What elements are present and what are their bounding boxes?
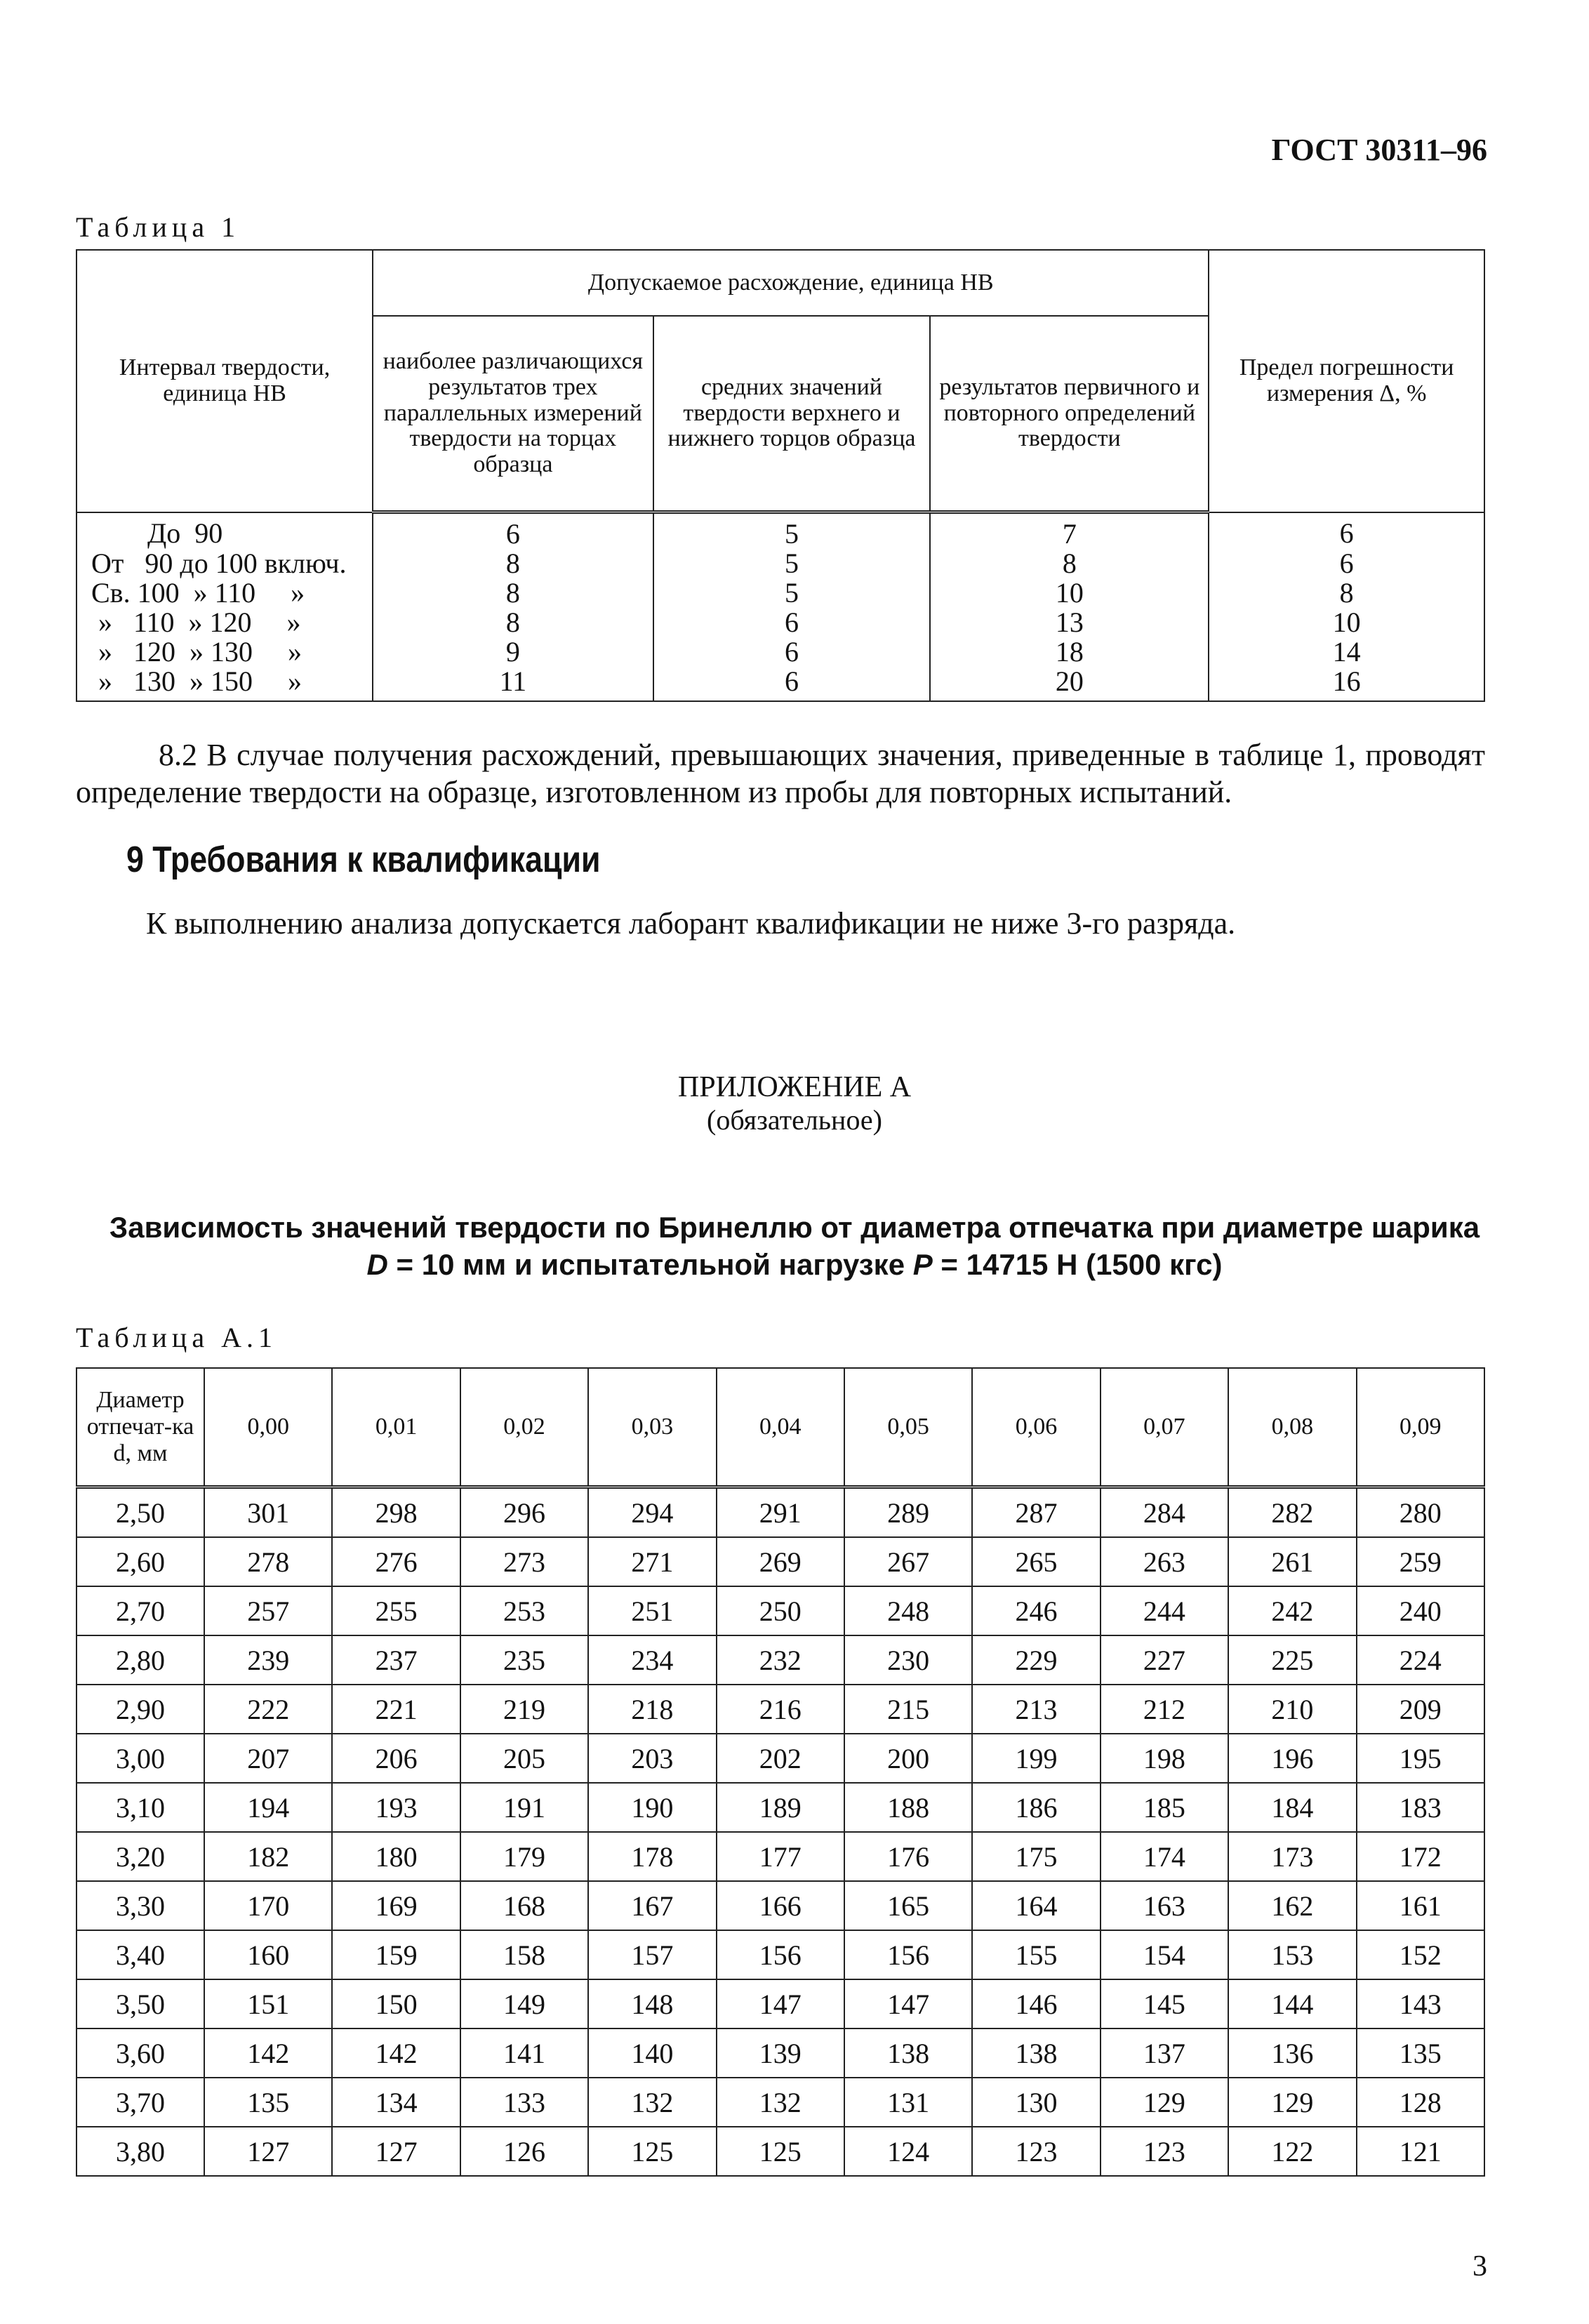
tableA1-header-col: 0,09 (1357, 1368, 1484, 1487)
tableA1-cell-value: 198 (1101, 1734, 1228, 1783)
tableA1-cell-value: 154 (1101, 1930, 1228, 1979)
table1-cell-limit: 6 (1209, 549, 1484, 578)
tableA1-cell-value: 150 (332, 1979, 460, 2028)
tableA1-cell-value: 140 (588, 2028, 716, 2078)
table1-cell-limit: 16 (1209, 667, 1484, 701)
tableA1-cell-value: 271 (588, 1537, 716, 1586)
tableA1-cell-value: 205 (460, 1734, 588, 1783)
tableA1-cell-diameter: 2,50 (77, 1487, 204, 1538)
tableA1-cell-value: 212 (1101, 1685, 1228, 1734)
tableA1-row (77, 2127, 1484, 2176)
tableA1-cell-value: 222 (204, 1685, 332, 1734)
tableA1-cell-value: 263 (1101, 1537, 1228, 1586)
tableA1-cell-value: 138 (844, 2028, 972, 2078)
table1-header-group: Допускаемое расхождение, единица НВ (373, 250, 1209, 316)
table1-cell-col-a: 6 (373, 512, 653, 550)
tableA1-cell-value: 180 (332, 1832, 460, 1881)
tableA1-header-col: 0,04 (717, 1368, 844, 1487)
tableA1-cell-value: 213 (972, 1685, 1100, 1734)
table1-row (77, 637, 1484, 667)
tableA1-cell-diameter: 2,80 (77, 1635, 204, 1685)
tableA1-cell-value: 132 (588, 2078, 716, 2127)
tableA1-cell-value: 227 (1101, 1635, 1228, 1685)
tableA1-cell-value: 172 (1357, 1832, 1484, 1881)
tableA1-cell-value: 196 (1228, 1734, 1356, 1783)
tableA1-cell-value: 253 (460, 1586, 588, 1635)
tableA1-cell-value: 155 (972, 1930, 1100, 1979)
table1-cell-limit: 8 (1209, 578, 1484, 608)
tableA1-cell-value: 129 (1101, 2078, 1228, 2127)
tableA1-row (77, 1635, 1484, 1685)
tableA1-cell-value: 145 (1101, 1979, 1228, 2028)
tableA1-cell-value: 203 (588, 1734, 716, 1783)
tableA1-cell-diameter: 2,70 (77, 1586, 204, 1635)
table1 (76, 249, 1485, 702)
tableA1-cell-value: 232 (717, 1635, 844, 1685)
table1-cell-col-a: 8 (373, 549, 653, 578)
tableA1-cell-value: 199 (972, 1734, 1100, 1783)
table1-cell-col-b: 5 (653, 578, 931, 608)
tableA1-cell-value: 176 (844, 1832, 972, 1881)
table1-cell-limit: 10 (1209, 608, 1484, 637)
tableA1-row (77, 1881, 1484, 1930)
tableA1-cell-value: 166 (717, 1881, 844, 1930)
tableA1-cell-value: 123 (972, 2127, 1100, 2176)
tableA1-header-col: 0,07 (1101, 1368, 1228, 1487)
tableA1-cell-value: 135 (1357, 2028, 1484, 2078)
tableA1-cell-value: 170 (204, 1881, 332, 1930)
table1-row (77, 512, 1484, 550)
tableA1-cell-diameter: 2,60 (77, 1537, 204, 1586)
tableA1-cell-value: 169 (332, 1881, 460, 1930)
tableA1-row (77, 1487, 1484, 1538)
tableA1-cell-value: 195 (1357, 1734, 1484, 1783)
tableA1-title-line2 (0, 1248, 1589, 1282)
table1-cell-col-b: 6 (653, 667, 931, 701)
tableA1-cell-value: 136 (1228, 2028, 1356, 2078)
tableA1-cell-value: 190 (588, 1783, 716, 1832)
tableA1-cell-value: 148 (588, 1979, 716, 2028)
tableA1-cell-value: 127 (204, 2127, 332, 2176)
tableA1-cell-diameter: 3,50 (77, 1979, 204, 2028)
tableA1-cell-value: 139 (717, 2028, 844, 2078)
table1-cell-col-c: 18 (930, 637, 1209, 667)
table1-header-interval: Интервал твердости, единица НВ (77, 250, 373, 512)
tableA1-cell-diameter: 3,80 (77, 2127, 204, 2176)
tableA1-cell-value: 165 (844, 1881, 972, 1930)
tableA1-cell-value: 156 (717, 1930, 844, 1979)
tableA1-cell-diameter: 3,60 (77, 2028, 204, 2078)
tableA1-row (77, 1537, 1484, 1586)
table1-cell-interval: » 120 » 130 » (77, 637, 373, 667)
table1-cell-col-c: 10 (930, 578, 1209, 608)
tableA1-cell-value: 219 (460, 1685, 588, 1734)
tableA1-cell-value: 269 (717, 1537, 844, 1586)
table1-cell-col-b: 5 (653, 512, 931, 550)
tableA1-cell-value: 133 (460, 2078, 588, 2127)
table1-header-col-c: результатов первичного и повторного определений твердости (930, 316, 1209, 512)
table1-cell-limit: 14 (1209, 637, 1484, 667)
tableA1-cell-value: 284 (1101, 1487, 1228, 1538)
tableA1-cell-value: 125 (588, 2127, 716, 2176)
tableA1-cell-value: 298 (332, 1487, 460, 1538)
tableA1-cell-value: 124 (844, 2127, 972, 2176)
tableA1-cell-value: 186 (972, 1783, 1100, 1832)
table1-cell-interval: От 90 до 100 включ. (77, 549, 373, 578)
tableA1 (76, 1367, 1485, 2177)
table1-cell-col-b: 5 (653, 549, 931, 578)
tableA1-body (77, 1487, 1484, 2177)
tableA1-row (77, 1979, 1484, 2028)
table1-cell-interval: До 90 (77, 512, 373, 550)
tableA1-cell-value: 131 (844, 2078, 972, 2127)
tableA1-cell-value: 206 (332, 1734, 460, 1783)
tableA1-cell-value: 276 (332, 1537, 460, 1586)
tableA1-cell-diameter: 3,30 (77, 1881, 204, 1930)
tableA1-cell-value: 174 (1101, 1832, 1228, 1881)
tableA1-cell-value: 130 (972, 2078, 1100, 2127)
tableA1-cell-value: 265 (972, 1537, 1100, 1586)
tableA1-cell-value: 200 (844, 1734, 972, 1783)
tableA1-cell-value: 129 (1228, 2078, 1356, 2127)
tableA1-cell-value: 143 (1357, 1979, 1484, 2028)
tableA1-cell-diameter: 3,40 (77, 1930, 204, 1979)
tableA1-header-col: 0,06 (972, 1368, 1100, 1487)
paragraph-9: К выполнению анализа допускается лаборант квалификации не ниже 3-го разряда. (146, 906, 1236, 941)
tableA1-cell-value: 188 (844, 1783, 972, 1832)
table1-cell-col-b: 6 (653, 608, 931, 637)
tableA1-cell-value: 221 (332, 1685, 460, 1734)
tableA1-header-col: 0,03 (588, 1368, 716, 1487)
tableA1-cell-value: 259 (1357, 1537, 1484, 1586)
tableA1-cell-value: 141 (460, 2028, 588, 2078)
table1-cell-col-c: 13 (930, 608, 1209, 637)
table1-cell-limit: 6 (1209, 512, 1484, 550)
tableA1-row (77, 2028, 1484, 2078)
tableA1-cell-value: 246 (972, 1586, 1100, 1635)
table1-body (77, 512, 1484, 702)
tableA1-header-col: 0,05 (844, 1368, 972, 1487)
tableA1-row (77, 1930, 1484, 1979)
tableA1-cell-value: 184 (1228, 1783, 1356, 1832)
document-code: ГОСТ 30311–96 (1271, 133, 1487, 167)
tableA1-header-col: 0,08 (1228, 1368, 1356, 1487)
tableA1-cell-diameter: 3,10 (77, 1783, 204, 1832)
tableA1-cell-value: 230 (844, 1635, 972, 1685)
tableA1-cell-value: 182 (204, 1832, 332, 1881)
tableA1-cell-value: 215 (844, 1685, 972, 1734)
table1-cell-interval: Св. 100 » 110 » (77, 578, 373, 608)
tableA1-cell-value: 216 (717, 1685, 844, 1734)
tableA1-cell-value: 229 (972, 1635, 1100, 1685)
table1-header-col-a: наиболее различающихся результатов трех параллельных измерений твердости на торцах образца (373, 316, 653, 512)
table1-header-limit: Предел погрешности измерения Δ, % (1209, 250, 1484, 512)
tableA1-cell-value: 250 (717, 1586, 844, 1635)
tableA1-cell-value: 134 (332, 2078, 460, 2127)
tableA1-cell-value: 280 (1357, 1487, 1484, 1538)
table1-cell-col-c: 7 (930, 512, 1209, 550)
symbol-p: P (912, 1248, 933, 1281)
tableA1-cell-value: 251 (588, 1586, 716, 1635)
table1-header-col-b: средних значений твердости верхнего и нижнего торцов образца (653, 316, 931, 512)
tableA1-cell-value: 240 (1357, 1586, 1484, 1635)
tableA1-caption: Таблица А.1 (76, 1322, 277, 1353)
tableA1-cell-value: 173 (1228, 1832, 1356, 1881)
tableA1-title-line1: Зависимость значений твердости по Бринеллю от диаметра отпечатка при диаметре шарика (109, 1211, 1480, 1244)
tableA1-header-diameter: Диаметр отпечат-ка d, мм (77, 1368, 204, 1487)
tableA1-cell-value: 301 (204, 1487, 332, 1538)
tableA1-cell-value: 235 (460, 1635, 588, 1685)
tableA1-cell-value: 248 (844, 1586, 972, 1635)
tableA1-cell-value: 157 (588, 1930, 716, 1979)
tableA1-cell-value: 167 (588, 1881, 716, 1930)
title-text-2: = 14715 Н (1500 кгс) (932, 1248, 1223, 1281)
table1-cell-interval: » 110 » 120 » (77, 608, 373, 637)
tableA1-cell-value: 146 (972, 1979, 1100, 2028)
tableA1-cell-value: 255 (332, 1586, 460, 1635)
title-text-1: = 10 мм и испытательной нагрузке (387, 1248, 913, 1281)
tableA1-cell-value: 189 (717, 1783, 844, 1832)
tableA1-cell-value: 194 (204, 1783, 332, 1832)
tableA1-cell-value: 239 (204, 1635, 332, 1685)
tableA1-cell-value: 158 (460, 1930, 588, 1979)
table1-cell-col-a: 11 (373, 667, 653, 701)
tableA1-cell-value: 153 (1228, 1930, 1356, 1979)
tableA1-cell-value: 159 (332, 1930, 460, 1979)
tableA1-cell-value: 122 (1228, 2127, 1356, 2176)
tableA1-cell-value: 296 (460, 1487, 588, 1538)
tableA1-cell-value: 156 (844, 1930, 972, 1979)
section-9-heading: 9 Требования к квалификации (126, 839, 601, 880)
page-number: 3 (1472, 2250, 1487, 2283)
tableA1-cell-value: 135 (204, 2078, 332, 2127)
tableA1-cell-value: 267 (844, 1537, 972, 1586)
tableA1-cell-value: 163 (1101, 1881, 1228, 1930)
symbol-d: D (366, 1248, 388, 1281)
table1-cell-interval: » 130 » 150 » (77, 667, 373, 701)
appendix-subtitle: (обязательное) (707, 1104, 882, 1136)
tableA1-cell-value: 147 (844, 1979, 972, 2028)
tableA1-cell-value: 185 (1101, 1783, 1228, 1832)
tableA1-cell-value: 257 (204, 1586, 332, 1635)
tableA1-cell-value: 175 (972, 1832, 1100, 1881)
tableA1-row (77, 2078, 1484, 2127)
paragraph-8-2: 8.2 В случае получения расхождений, превышающих значения, приведенные в таблице 1, проводят определение твердости на образце, изготовленном из пробы для повторных испытаний. (76, 738, 1485, 809)
tableA1-cell-value: 137 (1101, 2028, 1228, 2078)
tableA1-cell-value: 207 (204, 1734, 332, 1783)
tableA1-cell-value: 224 (1357, 1635, 1484, 1685)
tableA1-cell-value: 294 (588, 1487, 716, 1538)
table1-cell-col-b: 6 (653, 637, 931, 667)
tableA1-cell-value: 210 (1228, 1685, 1356, 1734)
tableA1-cell-value: 144 (1228, 1979, 1356, 2028)
tableA1-cell-value: 142 (332, 2028, 460, 2078)
tableA1-row (77, 1783, 1484, 1832)
tableA1-cell-value: 278 (204, 1537, 332, 1586)
tableA1-row (77, 1685, 1484, 1734)
tableA1-header-row (77, 1368, 1484, 1487)
table1-cell-col-c: 20 (930, 667, 1209, 701)
tableA1-cell-value: 132 (717, 2078, 844, 2127)
tableA1-cell-value: 164 (972, 1881, 1100, 1930)
tableA1-cell-value: 209 (1357, 1685, 1484, 1734)
tableA1-cell-value: 179 (460, 1832, 588, 1881)
tableA1-cell-value: 225 (1228, 1635, 1356, 1685)
tableA1-cell-value: 138 (972, 2028, 1100, 2078)
tableA1-cell-diameter: 3,00 (77, 1734, 204, 1783)
appendix-title: ПРИЛОЖЕНИЕ А (677, 1071, 912, 1103)
tableA1-cell-value: 147 (717, 1979, 844, 2028)
tableA1-cell-value: 149 (460, 1979, 588, 2028)
tableA1-cell-value: 237 (332, 1635, 460, 1685)
tableA1-cell-value: 191 (460, 1783, 588, 1832)
table1-caption: Таблица 1 (76, 211, 241, 243)
table1-row (77, 667, 1484, 701)
table1-row (77, 608, 1484, 637)
tableA1-cell-value: 183 (1357, 1783, 1484, 1832)
tableA1-cell-value: 161 (1357, 1881, 1484, 1930)
tableA1-cell-value: 151 (204, 1979, 332, 2028)
table1-cell-col-c: 8 (930, 549, 1209, 578)
tableA1-cell-value: 162 (1228, 1881, 1356, 1930)
table1-row (77, 549, 1484, 578)
tableA1-cell-value: 244 (1101, 1586, 1228, 1635)
tableA1-cell-value: 287 (972, 1487, 1100, 1538)
tableA1-row (77, 1586, 1484, 1635)
tableA1-cell-value: 193 (332, 1783, 460, 1832)
tableA1-cell-value: 261 (1228, 1537, 1356, 1586)
tableA1-cell-value: 291 (717, 1487, 844, 1538)
table1-cell-col-a: 8 (373, 608, 653, 637)
tableA1-cell-value: 128 (1357, 2078, 1484, 2127)
tableA1-cell-value: 121 (1357, 2127, 1484, 2176)
tableA1-cell-value: 234 (588, 1635, 716, 1685)
tableA1-cell-value: 160 (204, 1930, 332, 1979)
tableA1-cell-value: 125 (717, 2127, 844, 2176)
tableA1-cell-value: 289 (844, 1487, 972, 1538)
tableA1-cell-diameter: 3,70 (77, 2078, 204, 2127)
table1-cell-col-a: 9 (373, 637, 653, 667)
tableA1-header-col: 0,02 (460, 1368, 588, 1487)
tableA1-cell-value: 242 (1228, 1586, 1356, 1635)
tableA1-cell-diameter: 3,20 (77, 1832, 204, 1881)
tableA1-cell-value: 273 (460, 1537, 588, 1586)
table1-row (77, 578, 1484, 608)
tableA1-cell-value: 142 (204, 2028, 332, 2078)
tableA1-cell-value: 126 (460, 2127, 588, 2176)
tableA1-cell-value: 218 (588, 1685, 716, 1734)
tableA1-cell-value: 177 (717, 1832, 844, 1881)
tableA1-cell-diameter: 2,90 (77, 1685, 204, 1734)
tableA1-header-col: 0,01 (332, 1368, 460, 1487)
table1-cell-col-a: 8 (373, 578, 653, 608)
tableA1-header-col: 0,00 (204, 1368, 332, 1487)
tableA1-cell-value: 178 (588, 1832, 716, 1881)
tableA1-cell-value: 282 (1228, 1487, 1356, 1538)
tableA1-row (77, 1734, 1484, 1783)
tableA1-row (77, 1832, 1484, 1881)
tableA1-cell-value: 123 (1101, 2127, 1228, 2176)
tableA1-cell-value: 202 (717, 1734, 844, 1783)
tableA1-cell-value: 168 (460, 1881, 588, 1930)
tableA1-cell-value: 152 (1357, 1930, 1484, 1979)
tableA1-cell-value: 127 (332, 2127, 460, 2176)
